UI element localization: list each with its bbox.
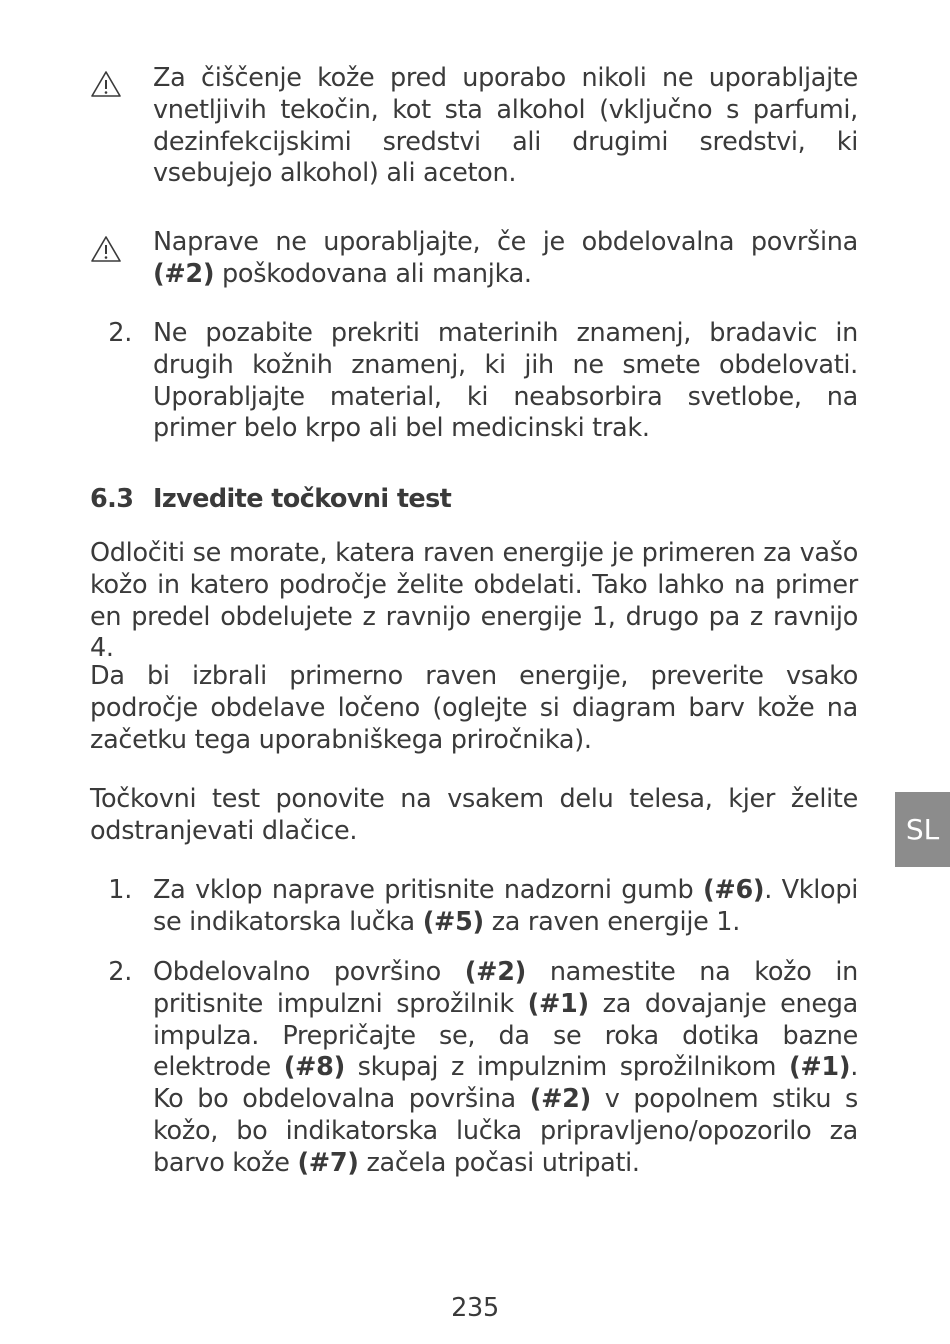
warning-text-damaged-surface: Naprave ne uporabljajte, če je obdelovalna površina (#2) poškodovana ali manjka. [153, 227, 858, 289]
body-paragraph: Odločiti se morate, katera raven energije je primeren za vašo kožo in katero področje želite obdelati. Tako lahko na primer en predel obdelujete z ravnijo energije 1, drugo pa z ravnijo 4. [90, 538, 858, 664]
step-number: 2. [108, 957, 132, 987]
warning-triangle-icon [90, 70, 122, 98]
body-paragraph: Da bi izbrali primerno raven energije, preverite vsako področje obdelave ločeno (oglejte si diagram barv kože na začetku tega uporabniškega priročnika). [90, 661, 858, 755]
page-number: 235 [451, 1293, 499, 1323]
step-number: 2. [108, 318, 132, 348]
step-text-power-on: Za vklop naprave pritisnite nadzorni gumb (#6). Vklopi se indikatorska lučka (#5) za raven energije 1. [153, 875, 859, 937]
section-number: 6.3 [90, 484, 134, 514]
step-text-place-and-trigger: Obdelovalno površino (#2) namestite na kožo in pritisnite impulzni sprožilnik (#1) za dovajanje enega impulza. Prepričajte se, da se roka dotika bazne elektrode (#8) skupaj z impulznim sprožilnikom (#1). Ko bo obdelovalna površina (#2) v popolnem stiku s kožo, bo indikatorska lučka pripravljeno/opozorilo za barvo kože (#7) začela počasi utripati. [153, 957, 858, 1178]
step-text-cover-moles: Ne pozabite prekriti materinih znamenj, bradavic in drugih kožnih znamenj, ki jih ne smete obdelovati. Uporabljajte material, ki neabsorbira svetlobe, na primer belo krpo ali bel medicinski trak. [153, 318, 858, 444]
body-paragraph: Točkovni test ponovite na vsakem delu telesa, kjer želite odstranjevati dlačice. [90, 784, 858, 846]
step-number: 1. [108, 875, 132, 905]
language-tab: SL [895, 792, 950, 867]
section-heading [90, 484, 451, 516]
warning-triangle-icon [90, 235, 122, 263]
section-title: Izvedite točkovni test [153, 484, 452, 514]
warning-text-flammable: Za čiščenje kože pred uporabo nikoli ne uporabljajte vnetljivih tekočin, kot sta alkohol (vključno s parfumi, dezinfekcijskimi sredstvi ali drugimi sredstvi, ki vsebujejo alkohol) ali aceton. [153, 63, 858, 189]
